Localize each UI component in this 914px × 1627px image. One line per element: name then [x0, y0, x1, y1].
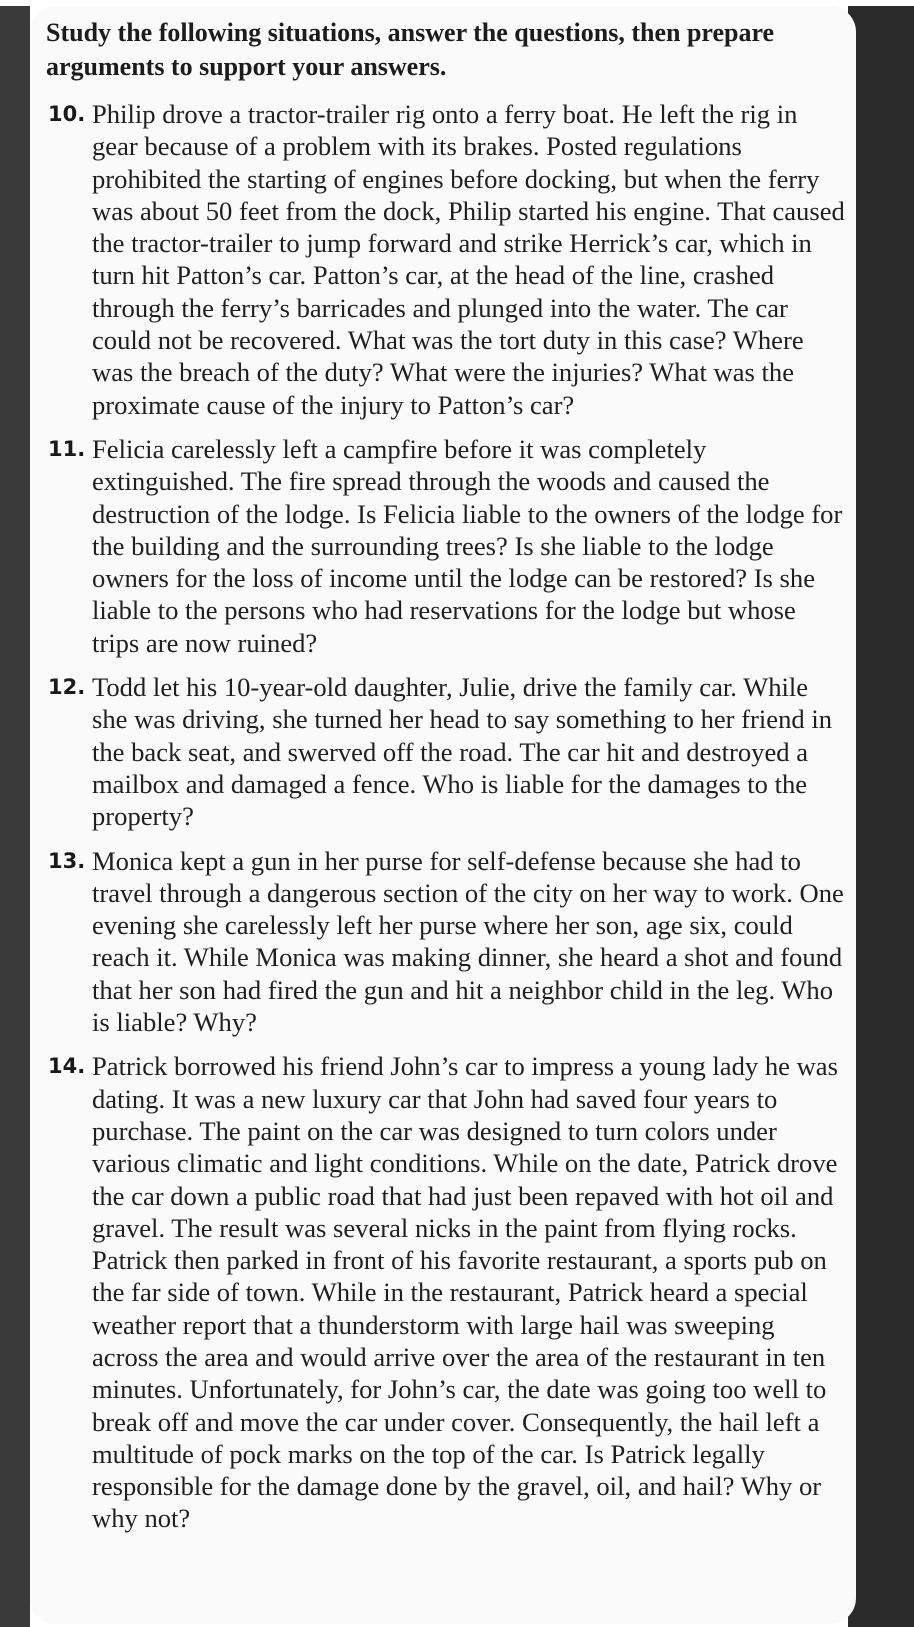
question-text: Todd let his 10-year-old daughter, Julie, drive the family car. While she was driving, she turned her head to say something to her friend in the back seat, and swerved off the road. The car hit and destroyed a mailbox and damaged a fence. Who is liable for the damages to the property?	[92, 672, 833, 832]
question-item-11	[46, 433, 846, 659]
question-item-12	[46, 671, 846, 832]
question-number: 12.	[48, 675, 86, 700]
question-number: 10.	[48, 102, 86, 126]
question-list	[46, 98, 846, 1547]
scan-left-border	[0, 0, 30, 1627]
question-number: 11.	[48, 436, 86, 461]
question-text: Philip drove a tractor-trailer rig onto a ferry boat. He left the rig in gear because of a problem with its brakes. Posted regulations prohibited the starting of engines before docking, but when the ferry was about 50 feet from the dock, Philip started his engine. That caused the tractor-trailer to jump forward and strike Herrick’s car, which in turn hit Patton’s car. Patton’s car, at the head of the line, crashed through the ferry’s barricades and plunged into the water. The car could not be recovered. What was the tort duty in this case? Where was the breach of the duty? What were the injuries? What was the proximate cause of the injury to Patton’s car?	[92, 99, 845, 420]
instructions-heading: Study the following situations, answer the questions, then prepare arguments to support your answers.	[46, 18, 775, 81]
question-number: 14.	[48, 1054, 86, 1079]
question-text: Patrick borrowed his friend John’s car to impress a young lady he was dating. It was a new luxury car that John had saved four years to purchase. The paint on the car was designed to turn colors under various climatic and light conditions. While on the date, Patrick drove the car down a public road that had just been repaved with hot oil and gravel. The result was several nicks in the paint from flying rocks. Patrick then parked in front of his favorite restaurant, a sports pub on the far side of town. While in the restaurant, Patrick heard a special weather report that a thunderstorm with large hail was sweeping across the area and would arrive over the area of the restaurant in ten minutes. Unfortunately, for John’s car, the date was going too well to break off and move the car under cover. Consequently, the hail left a multitude of pock marks on the top of the car. Is Patrick legally responsible for the damage done by the gravel, oil, and hail? Why or why not?	[92, 1051, 838, 1534]
scan-right-border	[848, 0, 914, 1627]
worksheet-panel	[30, 6, 856, 1624]
question-item-10	[46, 98, 846, 421]
question-text: Monica kept a gun in her purse for self-defense because she had to travel through a dangerous section of the city on her way to work. One evening she carelessly left her purse where her son, age six, could reach it. While Monica was making dinner, she heard a shot and found that her son had fired the gun and hit a neighbor child in the leg. Who is liable? Why?	[92, 845, 844, 1038]
question-item-14	[46, 1050, 846, 1534]
question-text: Felicia carelessly left a campfire before it was completely extinguished. The fire spread through the woods and caused the destruction of the lodge. Is Felicia liable to the owners of the lodge for the building and the surrounding trees? Is she liable to the lodge owners for the loss of income until the lodge can be restored? Is she liable to the persons who had reservations for the lodge but whose trips are now ruined?	[92, 433, 843, 658]
question-number: 13.	[48, 848, 86, 873]
question-item-13	[46, 845, 846, 1039]
